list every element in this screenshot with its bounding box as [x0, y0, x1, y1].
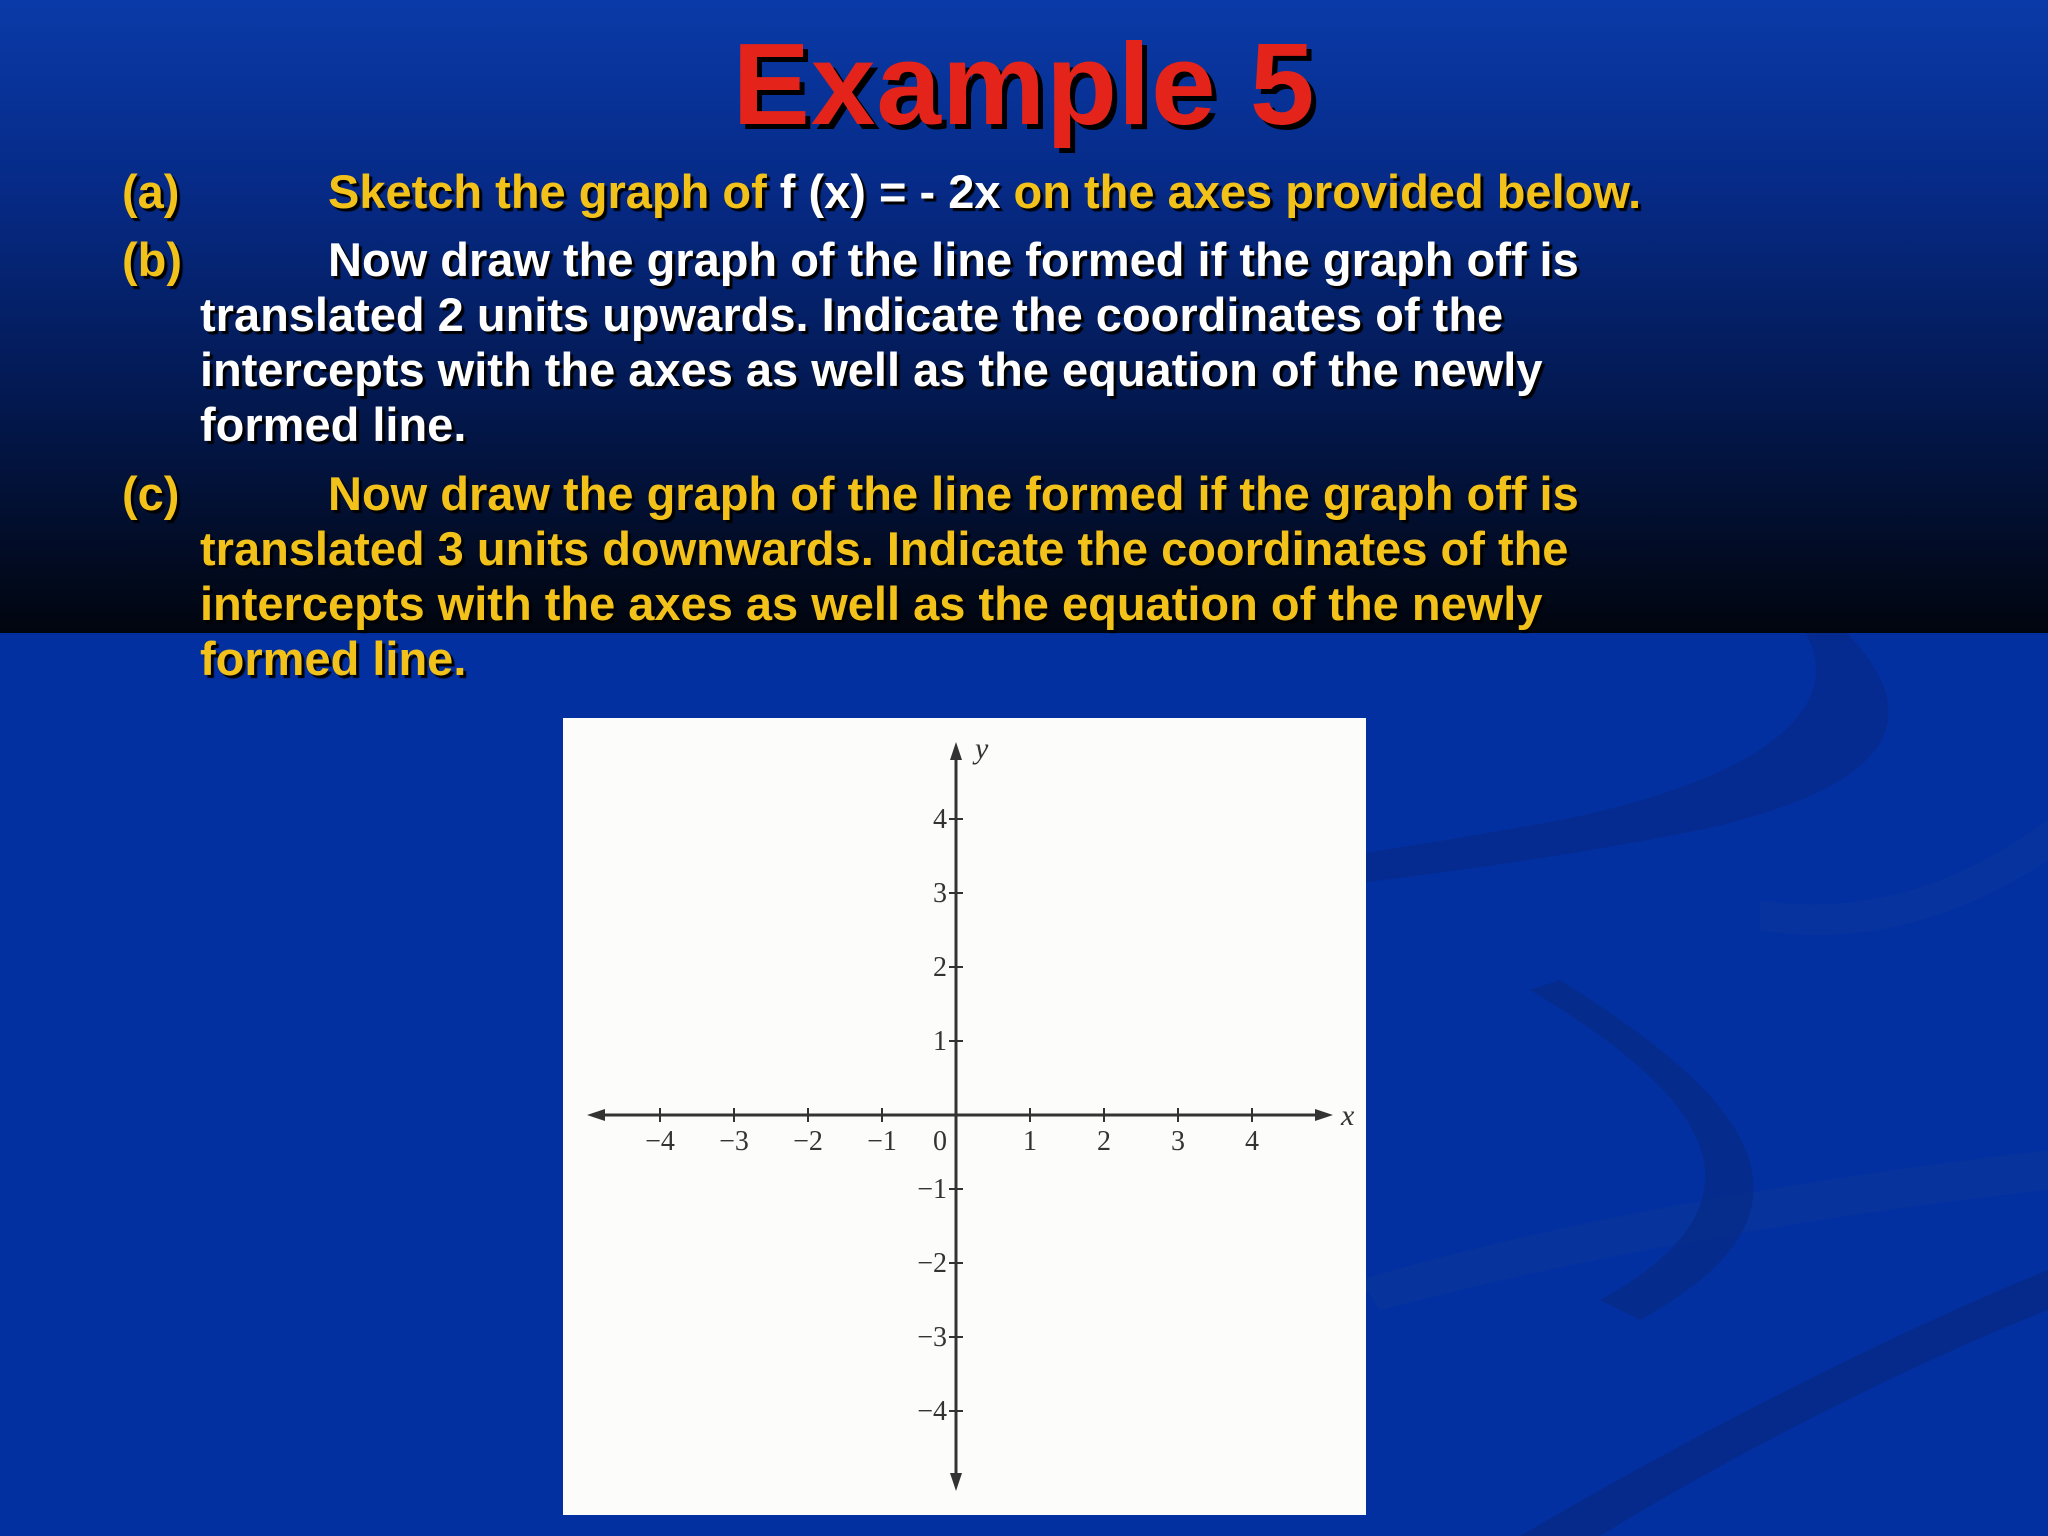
question-a-label: (a): [122, 165, 180, 218]
x-tick-label: −1: [867, 1126, 897, 1157]
x-tick-label: −2: [793, 1126, 823, 1157]
coordinate-grid: [563, 718, 1366, 1515]
question-c-line-2: translated 3 units downwards. Indicate the coordinates of the: [200, 522, 1569, 575]
question-c-label: (c): [122, 467, 180, 520]
origin-label: 0: [933, 1126, 947, 1157]
y-tick-label: 2: [933, 952, 947, 983]
axes-figure: [563, 718, 1366, 1515]
x-tick-label: 2: [1097, 1126, 1111, 1157]
slide-title: Example 5: [732, 19, 1316, 149]
x-axis-right-arrow-icon: [1315, 1109, 1333, 1121]
x-tick-label: −3: [719, 1126, 749, 1157]
y-tick-label: 3: [933, 878, 947, 909]
y-tick-label: −3: [917, 1322, 947, 1353]
question-b-line-4: formed line.: [200, 398, 467, 451]
question-c-line-1: Now draw the graph of the line formed if the graph off is: [328, 467, 1579, 520]
y-tick-label: 1: [933, 1026, 947, 1057]
question-a-text-1: Sketch the graph of: [328, 165, 780, 218]
question-a-line-1: [328, 164, 1641, 219]
question-c-line-4: formed line.: [200, 632, 467, 685]
y-axis-name: y: [975, 732, 989, 765]
x-tick-label: 3: [1171, 1126, 1185, 1157]
question-a-function: f (x) = - 2x: [779, 165, 1001, 218]
x-tick-label: −4: [645, 1126, 675, 1157]
question-b-label: (b): [122, 233, 183, 286]
y-axis-down-arrow-icon: [950, 1473, 962, 1491]
question-b-line-2: translated 2 units upwards. Indicate the coordinates of the: [200, 288, 1504, 341]
y-axis-up-arrow-icon: [950, 742, 962, 760]
question-b-line-1: Now draw the graph of the line formed if the graph off is: [328, 233, 1579, 286]
x-axis-name: x: [1341, 1099, 1355, 1132]
question-c-line-3: intercepts with the axes as well as the equation of the newly: [200, 577, 1543, 630]
y-tick-label: −1: [917, 1174, 947, 1205]
x-axis-left-arrow-icon: [587, 1109, 605, 1121]
question-a-text-2: on the axes provided below.: [1000, 165, 1642, 218]
question-b-line-3: intercepts with the axes as well as the equation of the newly: [200, 343, 1543, 396]
y-tick-label: −2: [917, 1248, 947, 1279]
x-tick-label: 4: [1245, 1126, 1259, 1157]
y-tick-label: 4: [933, 804, 947, 835]
x-tick-label: 1: [1023, 1126, 1037, 1157]
y-tick-label: −4: [917, 1396, 947, 1427]
